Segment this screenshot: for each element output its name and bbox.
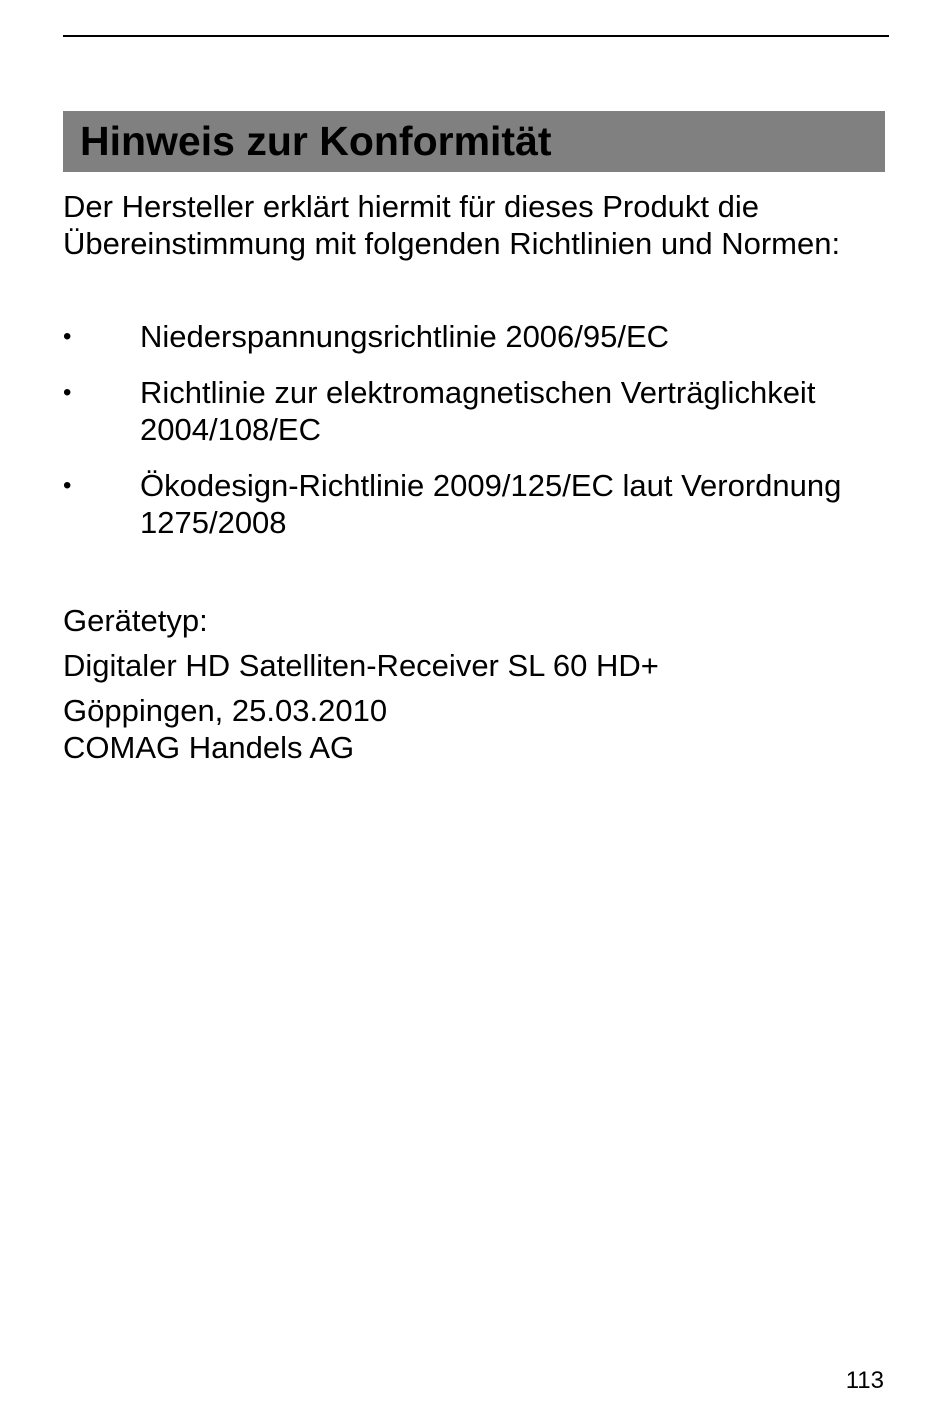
section-heading-bar xyxy=(63,111,885,172)
device-type-label: Gerätetyp: xyxy=(63,603,208,638)
bullet-icon: • xyxy=(63,472,72,499)
intro-line-1: Der Hersteller erklärt hiermit für dieses Produkt die xyxy=(63,189,760,224)
directive-text-line-2: 2004/108/EC xyxy=(140,412,321,447)
directive-text-line-1: Ökodesign-Richtlinie 2009/125/EC laut Verordnung xyxy=(140,468,842,503)
bullet-icon: • xyxy=(63,323,72,350)
section-heading: Hinweis zur Konformität xyxy=(80,118,552,164)
company-name: COMAG Handels AG xyxy=(63,730,355,765)
list-item xyxy=(63,318,893,355)
list-item xyxy=(63,467,893,541)
list-item xyxy=(63,374,893,448)
intro-paragraph xyxy=(63,188,893,262)
directive-text-line-1: Richtlinie zur elektromagnetischen Verträglichkeit xyxy=(140,375,816,410)
page-number: 113 xyxy=(845,1367,884,1394)
bullet-icon: • xyxy=(63,379,72,406)
intro-line-2: Übereinstimmung mit folgenden Richtlinien und Normen: xyxy=(63,226,841,261)
top-rule xyxy=(63,35,889,37)
directive-text-line-2: 1275/2008 xyxy=(140,505,287,540)
directives-list xyxy=(63,318,893,560)
place-date: Göppingen, 25.03.2010 xyxy=(63,693,388,728)
directive-text-line-1: Niederspannungsrichtlinie 2006/95/EC xyxy=(140,319,670,354)
device-name: Digitaler HD Satelliten-Receiver SL 60 HD+ xyxy=(63,648,659,683)
